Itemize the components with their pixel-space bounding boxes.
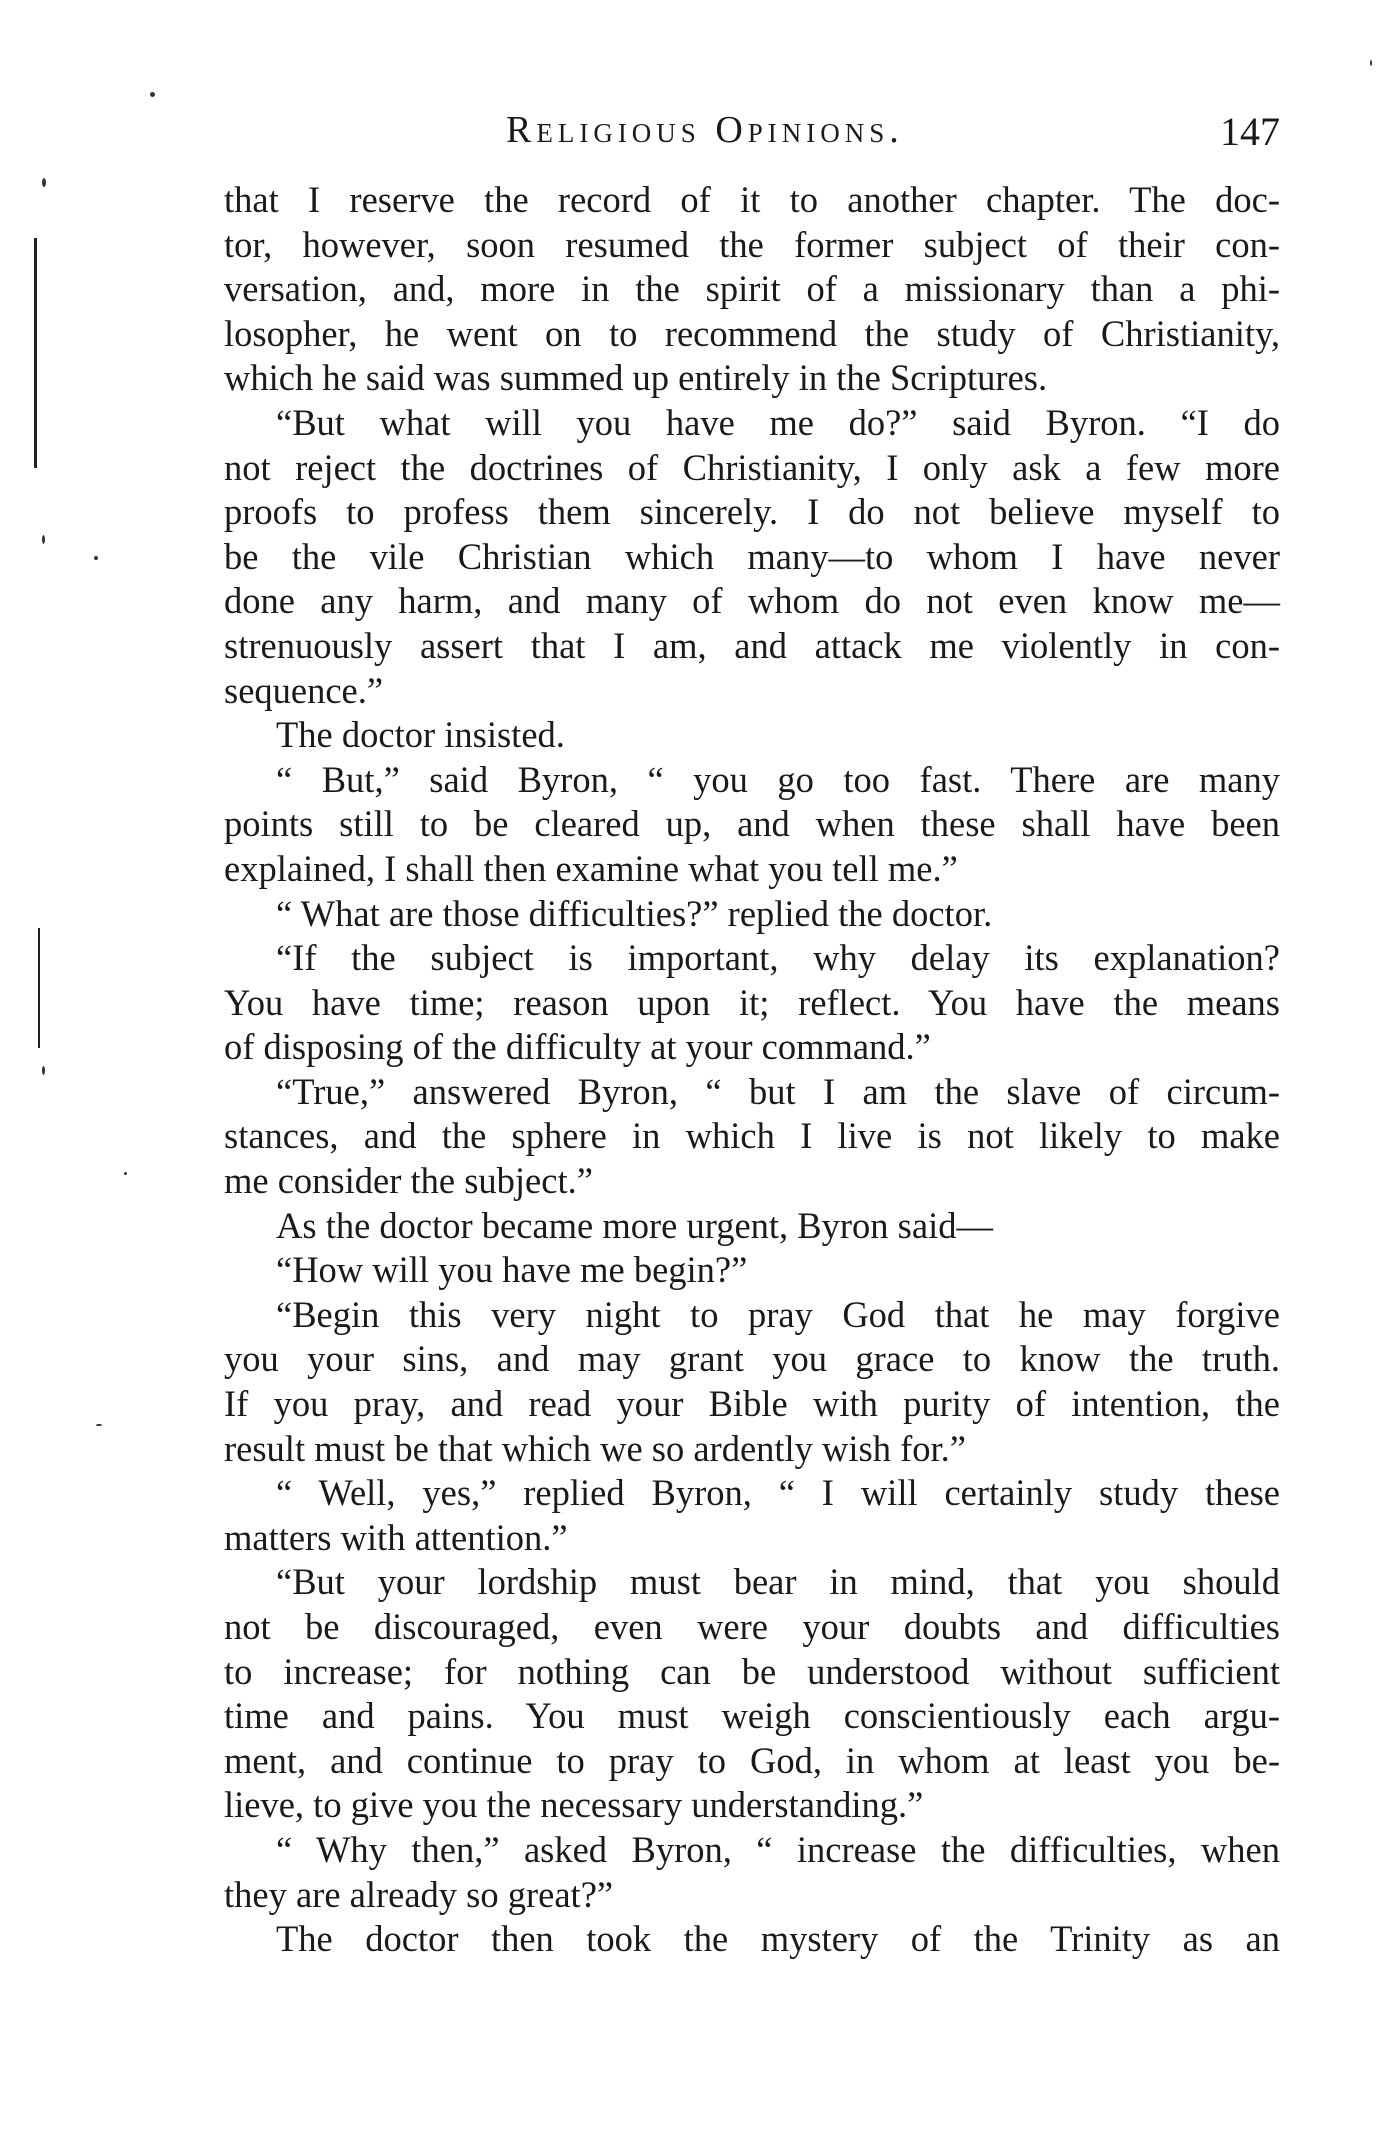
text-line: done any harm, and many of whom do not even know me— <box>224 580 1280 622</box>
text-line: which he said was summed up entirely in the Scriptures. <box>224 357 1048 399</box>
text-line: time and pains. You must weigh conscientiously each argu- <box>224 1695 1280 1737</box>
text-line: tor, however, soon resumed the former subject of their con- <box>224 223 1280 265</box>
text-line: “But your lordship must bear in mind, that you should <box>276 1561 1280 1603</box>
text-line: versation, and, more in the spirit of a missionary than a phi- <box>224 268 1280 310</box>
text-line: not reject the doctrines of Christianity, I only ask a few more <box>224 446 1280 488</box>
paper-speck <box>96 1424 102 1426</box>
text-line: you your sins, and may grant you grace to know the truth. <box>224 1338 1280 1380</box>
text-line: result must be that which we so ardently wish for.” <box>224 1427 967 1469</box>
text-line: be the vile Christian which many—to whom I have never <box>224 535 1280 577</box>
text-line: If you pray, and read your Bible with purity of intention, the <box>224 1383 1280 1425</box>
text-line: “ Well, yes,” replied Byron, “ I will certainly study these <box>276 1472 1280 1514</box>
text-line: strenuously assert that I am, and attack me violently in con- <box>224 624 1280 666</box>
paper-speck <box>124 1172 127 1175</box>
text-line: As the doctor became more urgent, Byron said— <box>276 1204 993 1246</box>
text-line: points still to be cleared up, and when these shall have been <box>224 803 1280 845</box>
gutter-mark <box>38 928 40 1048</box>
text-line: me consider the subject.” <box>224 1160 593 1202</box>
text-line: losopher, he went on to recommend the study of Christianity, <box>224 312 1280 354</box>
running-title: Religious Opinions. <box>506 109 904 151</box>
text-line: “ What are those difficulties?” replied the doctor. <box>276 892 993 934</box>
paper-speck <box>42 178 46 187</box>
text-line: proofs to profess them sincerely. I do not believe myself to <box>224 491 1280 533</box>
text-line: that I reserve the record of it to another chapter. The doc- <box>224 179 1280 220</box>
text-line: stances, and the sphere in which I live is not likely to make <box>224 1115 1280 1157</box>
text-line: “If the subject is important, why delay its explanation? <box>276 937 1280 979</box>
text-line: ment, and continue to pray to God, in whom at least you be- <box>224 1739 1280 1781</box>
paper-speck <box>150 92 155 97</box>
text-line: “But what will you have me do?” said Byron. “I do <box>276 401 1280 443</box>
text-line: lieve, to give you the necessary understanding.” <box>224 1784 924 1826</box>
paper-speck <box>42 535 45 544</box>
gutter-mark <box>34 238 37 468</box>
paper-speck <box>94 556 98 560</box>
text-line: You have time; reason upon it; reflect. You have the means <box>224 981 1280 1023</box>
page-number: 147 <box>1220 109 1280 154</box>
text-line: “Begin this very night to pray God that he may forgive <box>276 1293 1280 1335</box>
paper-speck <box>1370 60 1372 66</box>
text-line: not be discouraged, even were your doubts and difficulties <box>224 1606 1280 1647</box>
text-line: The doctor insisted. <box>276 714 565 756</box>
text-line: matters with attention.” <box>224 1516 568 1558</box>
text-line: “How will you have me begin?” <box>276 1249 748 1291</box>
text-line: they are already so great?” <box>224 1873 614 1915</box>
text-line: of disposing of the difficulty at your command.” <box>224 1026 931 1068</box>
text-line: The doctor then took the mystery of the Trinity as an <box>276 1918 1280 1960</box>
text-line: “ Why then,” asked Byron, “ increase the difficulties, when <box>276 1828 1280 1870</box>
paper-speck <box>42 1066 45 1075</box>
page-header <box>226 108 1280 168</box>
body-text <box>224 178 1280 1962</box>
text-line: “ But,” said Byron, “ you go too fast. There are many <box>276 758 1280 800</box>
text-line: to increase; for nothing can be understood without sufficient <box>224 1650 1280 1692</box>
text-line: sequence.” <box>224 669 384 711</box>
text-line: “True,” answered Byron, “ but I am the slave of circum- <box>276 1070 1280 1112</box>
text-line: explained, I shall then examine what you tell me.” <box>224 847 958 889</box>
